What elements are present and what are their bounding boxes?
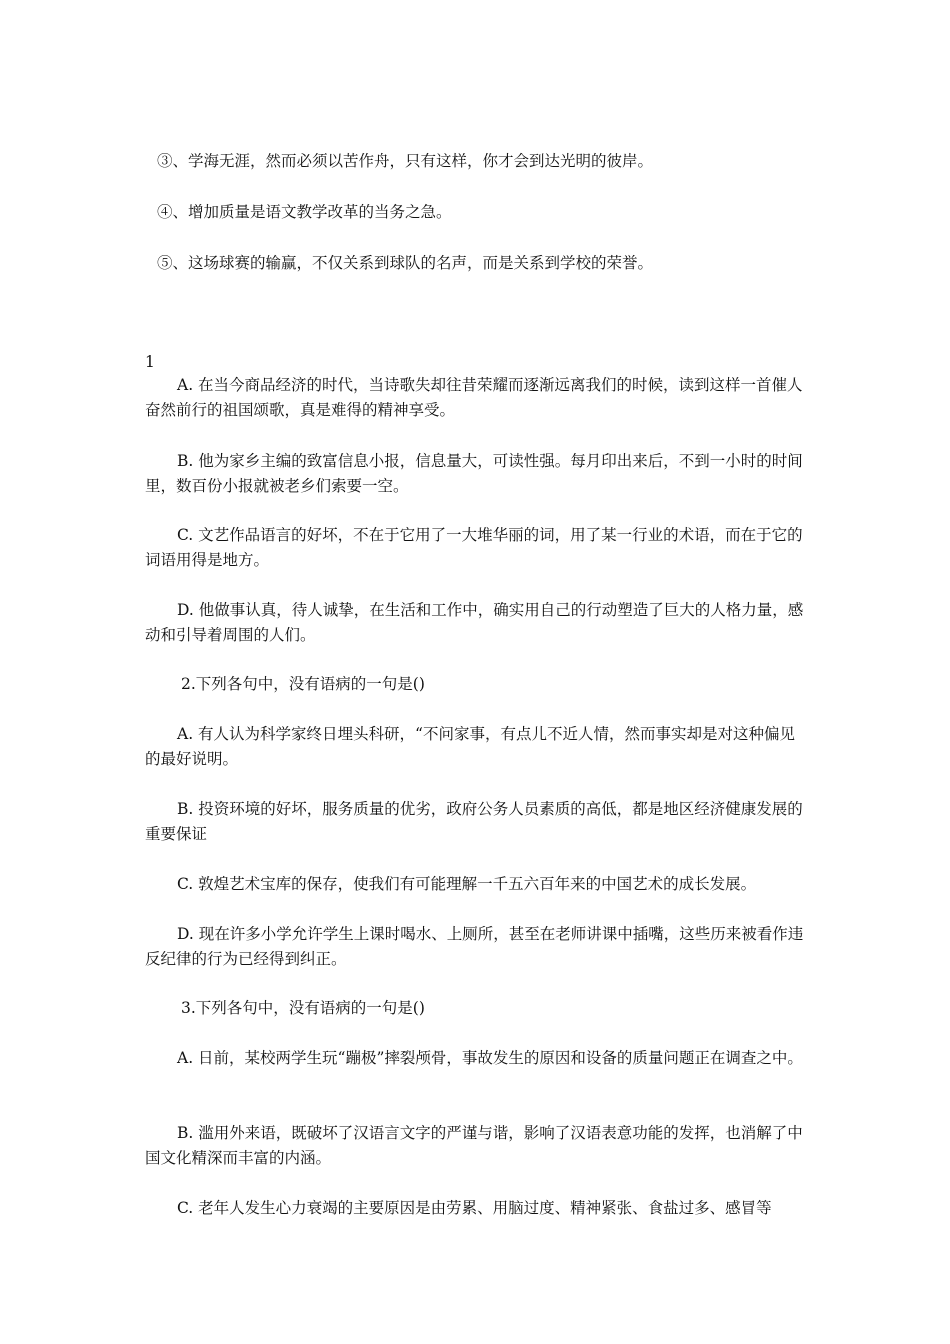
question-3-option-b: B. 滥用外来语，既破坏了汉语言文字的严谨与谐，影响了汉语表意功能的发挥，也消解了中国文化精深而丰富的内涵。 (145, 1124, 803, 1167)
sentence-3: ③、学海无涯，然而必须以苦作舟，只有这样，你才会到达光明的彼岸。 (157, 152, 654, 170)
question-2-option-c: C. 敦煌艺术宝库的保存，使我们有可能理解一千五六百年来的中国艺术的成长发展。 (177, 875, 757, 893)
question-2-option-d: D. 现在许多小学允许学生上课时喝水、上厕所，甚至在老师讲课中插嘴，这些历来被看作违反纪律的行为已经得到纠正。 (145, 925, 804, 968)
question-3-option-c: C. 老年人发生心力衰竭的主要原因是由劳累、用脑过度、精神紧张、食盐过多、感冒等 (177, 1199, 772, 1217)
question-3-stem: 3.下列各句中，没有语病的一句是() (181, 999, 425, 1017)
question-1-option-b: B. 他为家乡主编的致富信息小报，信息量大，可读性强。每月印出来后，不到一小时的时间里，数百份小报就被老乡们索要一空。 (145, 452, 803, 495)
question-2-option-b: B. 投资环境的好坏，服务质量的优劣，政府公务人员素质的高低，都是地区经济健康发展的重要保证 (145, 800, 803, 843)
question-2-option-a: A. 有人认为科学家终日埋头科研，“不问家事，有点儿不近人情，然而事实却是对这种偏见的最好说明。 (145, 725, 795, 768)
sentence-4: ④、增加质量是语文教学改革的当务之急。 (157, 203, 452, 221)
question-1-option-a: A. 在当今商品经济的时代，当诗歌失却往昔荣耀而逐渐远离我们的时候，读到这样一首催人奋然前行的祖国颂歌，真是难得的精神享受。 (145, 376, 803, 419)
question-2-stem: 2.下列各句中，没有语病的一句是() (181, 675, 425, 693)
question-1-option-d: D. 他做事认真，待人诚挚，在生活和工作中，确实用自己的行动塑造了巨大的人格力量，感动和引导着周围的人们。 (145, 601, 804, 644)
sentence-5: ⑤、这场球赛的输赢，不仅关系到球队的名声，而是关系到学校的荣誉。 (157, 254, 654, 272)
question-1-number: 1 (145, 353, 155, 371)
question-3-option-a: A. 日前，某校两学生玩“蹦极”摔裂颅骨，事故发生的原因和设备的质量问题正在调查之中。 (177, 1049, 803, 1067)
question-1-option-c: C. 文艺作品语言的好坏，不在于它用了一大堆华丽的词，用了某一行业的术语，而在于它的词语用得是地方。 (145, 526, 803, 569)
